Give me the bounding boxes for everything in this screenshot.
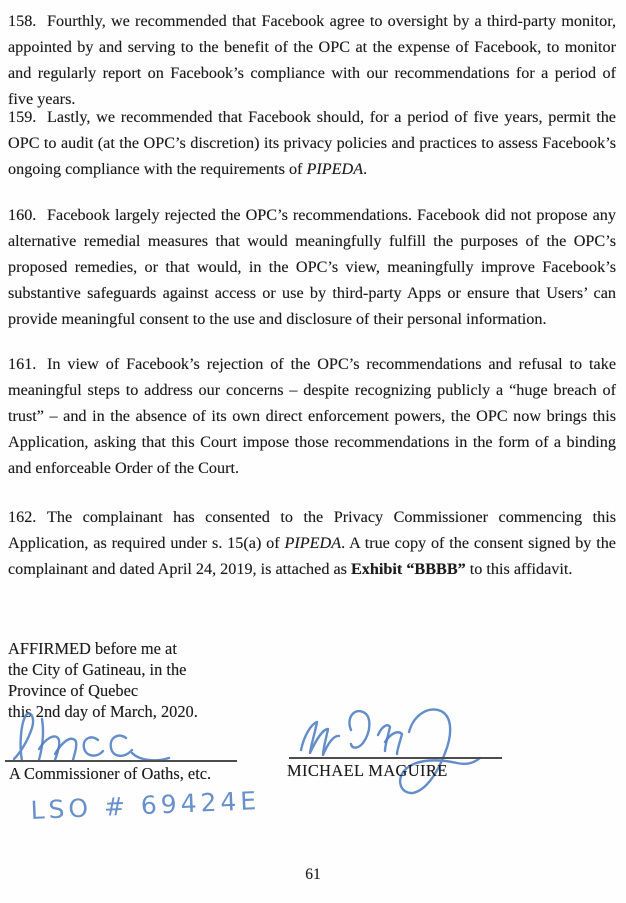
- deponent-name: MICHAEL MAGUIRE: [287, 761, 448, 780]
- paragraph-text-segment: .: [363, 160, 368, 178]
- paragraph-159: [8, 104, 616, 182]
- paragraph-text-segment: Fourthly, we recommended that Facebook agree to oversight by a third-party monitor, appointed by and serving to the benefit of the OPC at the expense of Facebook, to monitor and regularly report on Facebook’s compliance with our recommendations for a period of five years.: [8, 12, 616, 108]
- paragraph-161: [8, 351, 616, 481]
- page-number: 61: [305, 866, 321, 883]
- signature-line-left: [5, 760, 237, 762]
- deponent-signature: [294, 700, 509, 805]
- jurat-line: Province of Quebec: [8, 681, 139, 700]
- jurat-line: this 2nd day of March, 2020.: [8, 702, 198, 721]
- paragraph-number: 161.: [8, 355, 37, 373]
- jurat-line: the City of Gatineau, in the: [8, 660, 187, 679]
- paragraph-text-segment-italic: PIPEDA: [306, 160, 364, 178]
- paragraph-text-segment: The complainant has consented to the Privacy Commissioner commencing this Application, as required under s. 15(a) of: [8, 508, 616, 552]
- paragraph-158: [8, 8, 616, 112]
- jurat-line: AFFIRMED before me at: [8, 639, 177, 658]
- paragraph-text-segment-italic: PIPEDA: [284, 534, 342, 552]
- commissioner-label: A Commissioner of Oaths, etc.: [9, 764, 212, 783]
- paragraph-text-segment: . A true copy of the consent signed by the complainant and dated April 24, 2019, is attached as: [8, 534, 616, 578]
- paragraph-text-segment: Lastly, we recommended that Facebook should, for a period of five years, permit the OPC to audit (at the OPC’s discretion) its privacy policies and practices to assess Facebook’s ongoing compliance with the requirements of: [8, 108, 616, 178]
- paragraph-number: 160.: [8, 206, 37, 224]
- paragraph-text-segment: Facebook largely rejected the OPC’s recommendations. Facebook did not propose any alternative remedial measures that would meaningfully fulfill the purposes of the OPC’s proposed remedies, or that would, in the OPC’s view, meaningfully improve Facebook’s substantive safeguards against access or use by third-party Apps or ensure that Users’ can provide meaningful consent to the use and disclosure of their personal information.: [8, 206, 616, 328]
- paragraph-text-segment-bold: Exhibit “BBBB”: [351, 560, 466, 578]
- commissioner-signature: [6, 709, 236, 764]
- paragraph-number: 159.: [8, 108, 37, 126]
- paragraph-text-segment: to this affidavit.: [465, 560, 573, 578]
- signature-line-right: [289, 757, 502, 759]
- lso-number-note: LSO # 69424E: [30, 785, 261, 825]
- paragraph-text-segment: In view of Facebook’s rejection of the OPC’s recommendations and refusal to take meaningful steps to address our concerns – despite recognizing publicly a “huge breach of trust” – and in the absence of its own direct enforcement powers, the OPC now brings this Application, asking that this Court impose those recommendations in the form of a binding and enforceable Order of the Court.: [8, 355, 616, 477]
- paragraph-number: 158.: [8, 12, 37, 30]
- paragraph-number: 162.: [8, 508, 37, 526]
- paragraph-160: [8, 202, 616, 332]
- paragraph-162: [8, 504, 616, 582]
